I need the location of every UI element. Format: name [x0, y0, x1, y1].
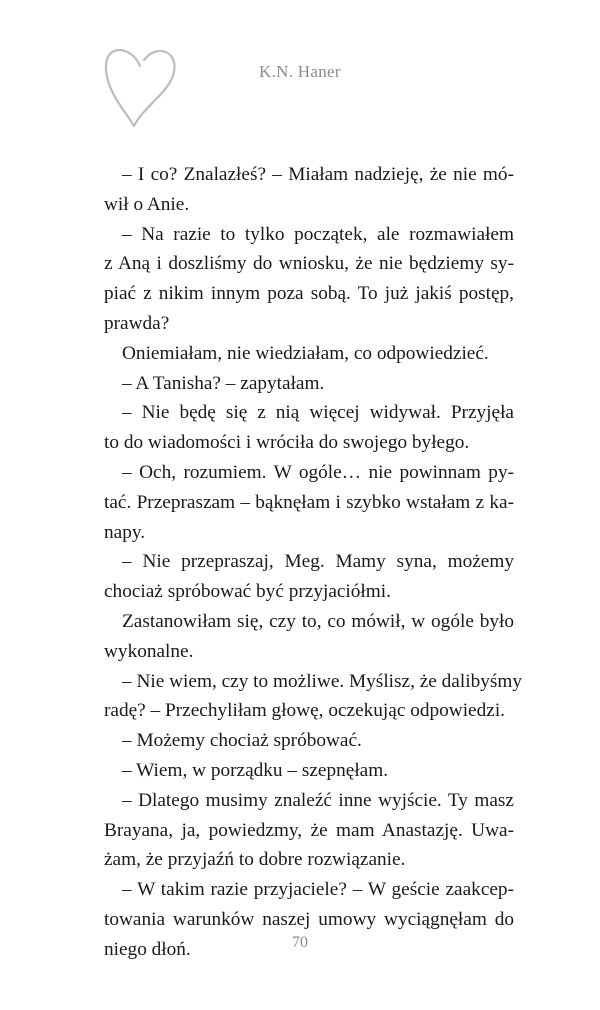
text-line: – Nie przepraszaj, Meg. Mamy syna, możemy [122, 551, 514, 573]
text-line: Oniemiałam, nie wiedziałam, co odpowiedzieć. [122, 342, 489, 364]
text-line: radę? – Przechyliłam głowę, oczekując odpowiedzi. [104, 700, 505, 722]
text-line: to do wiadomości i wróciła do swojego byłego. [104, 432, 470, 454]
text-line: piać z nikim innym poza sobą. To już jakiś postęp, [104, 283, 514, 305]
text-line: prawda? [104, 312, 170, 334]
heart-outline-icon [100, 36, 180, 128]
text-line: chociaż spróbować być przyjaciółmi. [104, 581, 391, 603]
running-header-author: K.N. Haner [259, 62, 341, 81]
text-line: – Wiem, w porządku – szepnęłam. [122, 759, 389, 781]
text-line: – Nie wiem, czy to możliwe. Myślisz, że dalibyśmy [122, 670, 523, 692]
body-text [104, 160, 523, 965]
text-line: wykonalne. [104, 640, 194, 662]
text-line: – I co? Znalazłeś? – Miałam nadzieję, że nie mó- [122, 164, 514, 185]
text-line: tać. Przepraszam – bąknęłam i szybko wstałam z ka- [104, 491, 514, 513]
text-line: – Na razie to tylko początek, ale rozmawiałem [122, 223, 514, 245]
text-line: Brayana, ja, powiedzmy, że mam Anastazję. Uwa- [104, 819, 514, 841]
text-line: niego dłoń. [104, 938, 191, 960]
text-line: – Dlatego musimy znaleźć inne wyjście. Ty masz [122, 789, 514, 811]
text-line: żam, że przyjaźń to dobre rozwiązanie. [104, 849, 406, 871]
text-line: z Aną i doszliśmy do wniosku, że nie będziemy sy- [104, 253, 514, 275]
text-line: wił o Anie. [104, 193, 190, 215]
text-line: – Och, rozumiem. W ogóle… nie powinnam py- [122, 461, 514, 483]
text-line: towania warunków naszej umowy wyciągnęłam do [104, 908, 514, 930]
text-line: – W takim razie przyjaciele? – W geście zaakcep- [122, 879, 514, 901]
text-line: Zastanowiłam się, czy to, co mówił, w ogóle było [122, 610, 514, 632]
text-line: – Możemy chociaż spróbować. [122, 730, 362, 752]
text-line: – A Tanisha? – zapytałam. [122, 372, 325, 394]
text-line: – Nie będę się z nią więcej widywał. Przyjęła [122, 402, 514, 424]
text-line: napy. [104, 521, 146, 543]
page-number: 70 [292, 934, 308, 951]
